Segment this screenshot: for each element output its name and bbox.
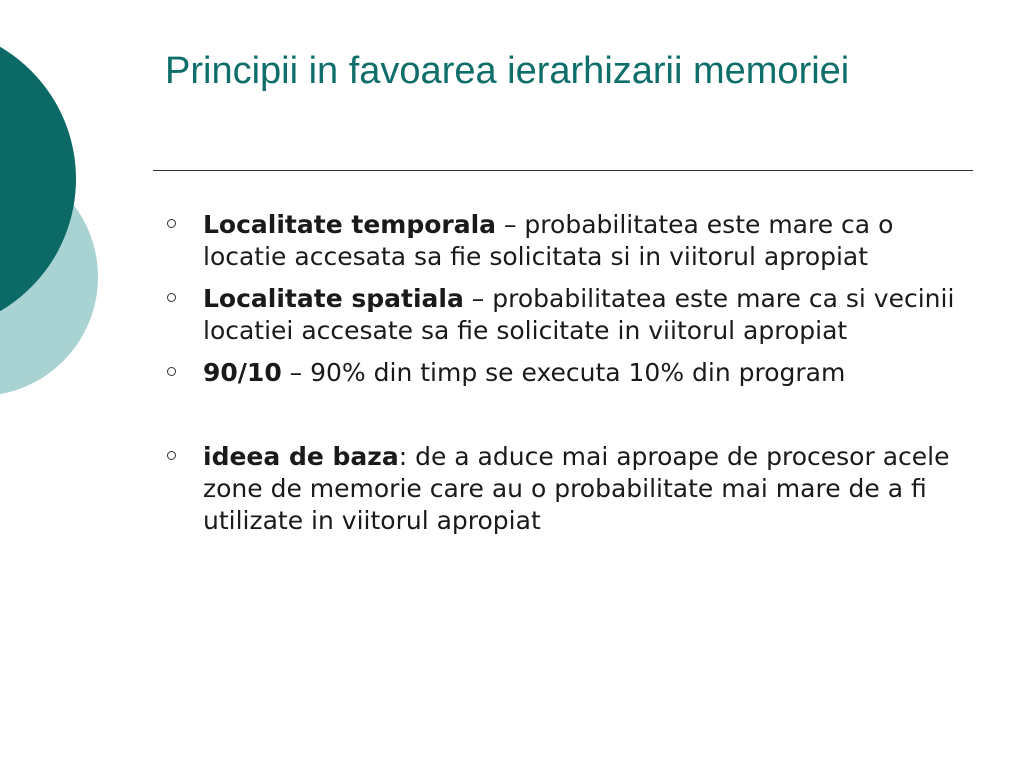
hollow-circle-bullet-icon	[167, 219, 176, 228]
bullet-list	[165, 209, 965, 547]
hollow-circle-bullet-icon	[167, 293, 176, 302]
bullet-content	[203, 442, 949, 535]
bullet-item	[165, 283, 965, 347]
hollow-circle-bullet-icon	[167, 451, 176, 460]
bullet-item	[165, 209, 965, 273]
bullet-text: – 90% din timp se executa 10% din program	[281, 358, 846, 387]
slide-title: Principii in favoarea ierarhizarii memoriei	[165, 50, 850, 92]
bullet-item	[165, 357, 965, 389]
bullet-text: : de a aduce mai aproape de procesor acele zone de memorie care au o probabilitate mai mare de a fi utilizate in viitorul apropiat	[203, 442, 950, 535]
bullet-term: Localitate temporala	[203, 210, 497, 239]
bullet-term: 90/10	[203, 358, 282, 387]
bullet-item	[165, 441, 965, 537]
bullet-content	[203, 210, 893, 271]
bullet-text: – probabilitatea este mare ca si vecinii locatiei accesate sa fie solicitate in viitorul apropiat	[203, 284, 955, 345]
bullet-term: Localitate spatiala	[203, 284, 464, 313]
bullet-content	[203, 284, 954, 345]
bullet-text: – probabilitatea este mare ca o locatie accesata sa fie solicitata si in viitorul apropiat	[203, 210, 894, 271]
bullet-term: ideea de baza	[203, 442, 399, 471]
title-divider	[153, 170, 973, 171]
bullet-content	[203, 358, 845, 387]
hollow-circle-bullet-icon	[167, 367, 176, 376]
